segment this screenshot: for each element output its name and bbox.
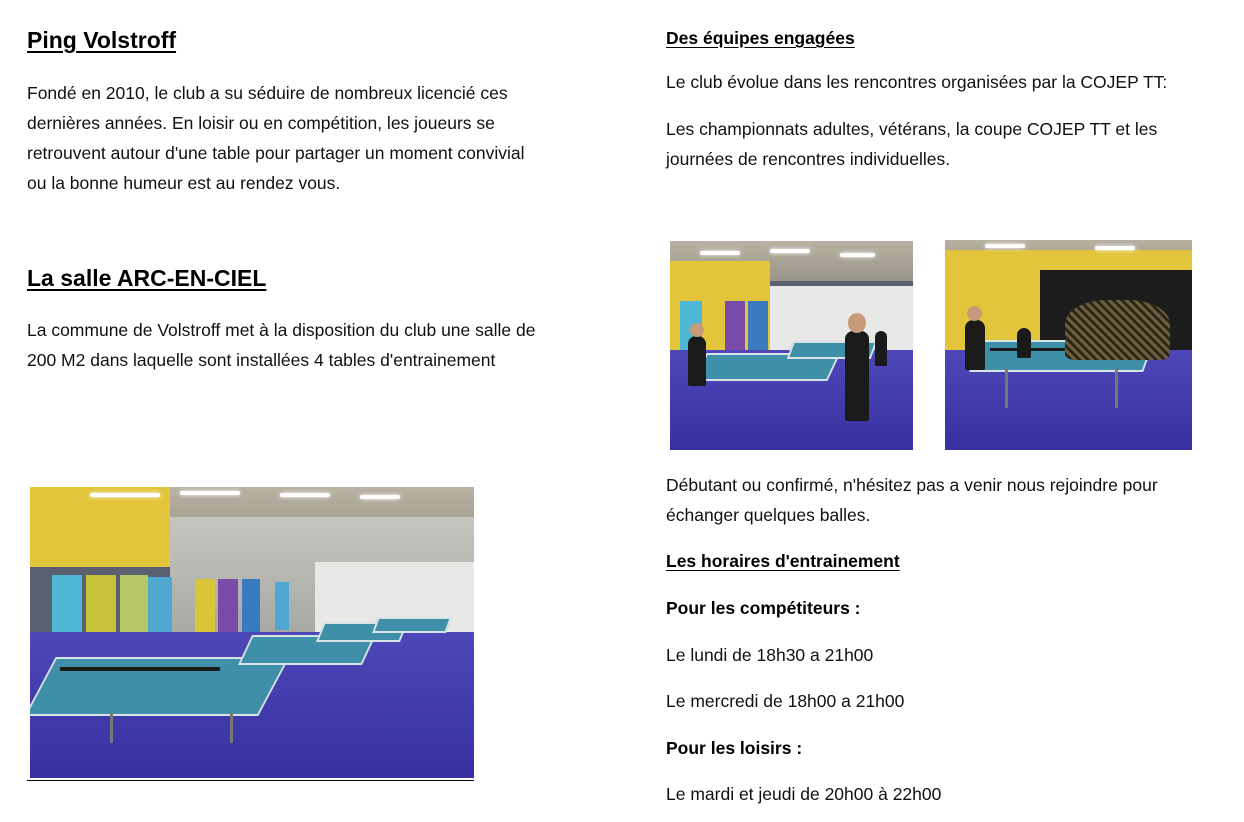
salle-line: 200 M2 dans laquelle sont installées 4 tables d'entrainement xyxy=(27,350,496,370)
salle-title: La salle ARC-EN-CIEL xyxy=(27,265,267,291)
club-intro xyxy=(27,78,627,198)
intro-line: retrouvent autour d'une table pour partager un moment convivial xyxy=(27,143,525,163)
schedule-heading: Les horaires d'entrainement xyxy=(666,551,900,571)
players-photo-left xyxy=(670,241,913,450)
salle-description xyxy=(27,315,627,375)
teams-heading: Des équipes engagées xyxy=(666,28,855,48)
hall-photo xyxy=(30,487,474,778)
competitors-time: Le mercredi de 18h00 a 21h00 xyxy=(666,691,905,711)
players-photo-right xyxy=(945,240,1192,450)
competitors-time: Le lundi de 18h30 a 21h00 xyxy=(666,645,874,665)
champ-line: Les championnats adultes, vétérans, la coupe COJEP TT et les xyxy=(666,119,1158,139)
invite-line: échanger quelques balles. xyxy=(666,505,871,525)
champ-line: journées de rencontres individuelles. xyxy=(666,149,951,169)
teams-line: Le club évolue dans les rencontres organisées par la COJEP TT: xyxy=(666,72,1168,92)
leisure-label: Pour les loisirs : xyxy=(666,738,803,758)
championships-text xyxy=(666,114,1226,174)
intro-line: ou la bonne humeur est au rendez vous. xyxy=(27,173,341,193)
club-title: Ping Volstroff xyxy=(27,27,177,53)
intro-line: Fondé en 2010, le club a su séduire de nombreux licencié ces xyxy=(27,83,508,103)
invitation-text xyxy=(666,470,1226,530)
photo-underline xyxy=(27,780,474,781)
competitors-label: Pour les compétiteurs : xyxy=(666,598,861,618)
leisure-time: Le mardi et jeudi de 20h00 à 22h00 xyxy=(666,784,942,804)
salle-line: La commune de Volstroff met à la disposition du club une salle de xyxy=(27,320,536,340)
intro-line: dernières années. En loisir ou en compétition, les joueurs se xyxy=(27,113,495,133)
invite-line: Débutant ou confirmé, n'hésitez pas a venir nous rejoindre pour xyxy=(666,475,1158,495)
